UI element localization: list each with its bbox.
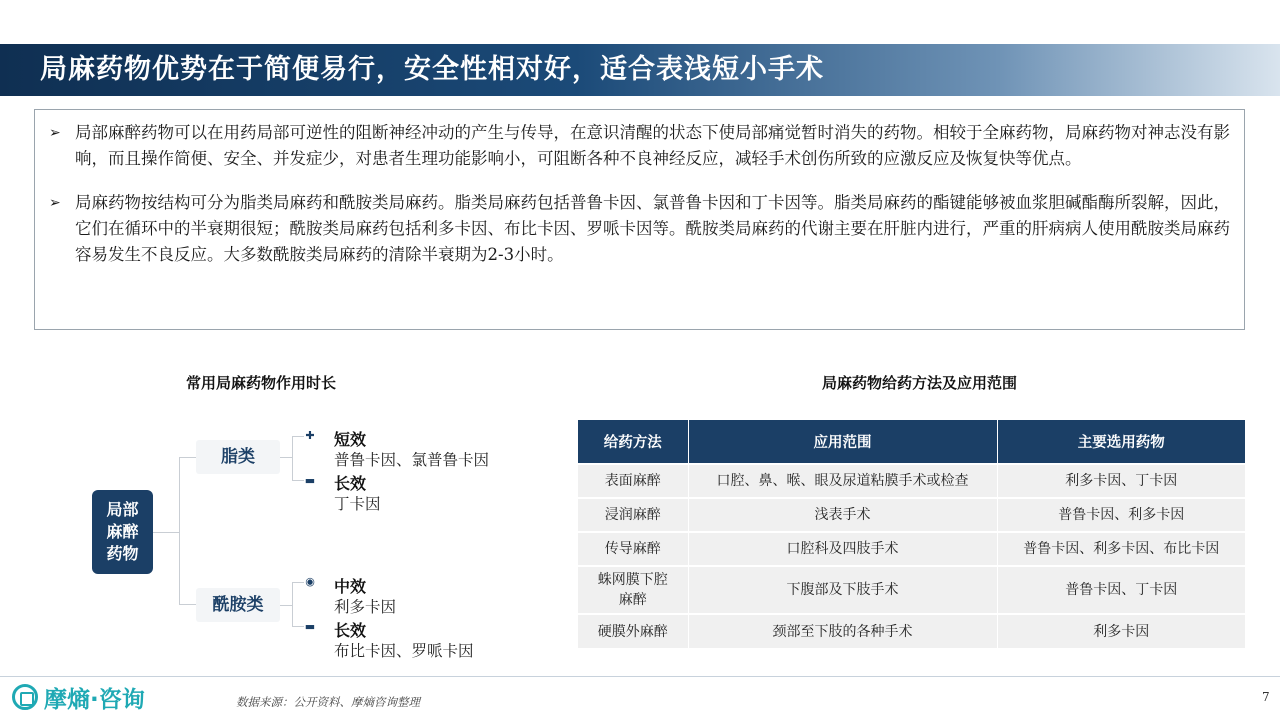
leaf-title: 中效: [334, 577, 367, 596]
box-icon: ▬: [304, 620, 316, 633]
root-node-line: 局部: [106, 500, 139, 519]
table-cell: 利多卡因、丁卡因: [997, 464, 1245, 498]
logo-icon: [12, 684, 38, 710]
arrow-bullet-icon: ➢: [49, 195, 61, 211]
table-header-row: [578, 420, 1245, 464]
table-row: [578, 532, 1245, 566]
page-number: 7: [1262, 690, 1270, 704]
root-node: [92, 490, 153, 574]
table-cell: 口腔科及四肢手术: [688, 532, 997, 566]
box-icon: ▬: [304, 474, 316, 487]
table-row: [578, 614, 1245, 648]
table-cell: 普鲁卡因、利多卡因: [997, 498, 1245, 532]
leaf-desc: 布比卡因、罗哌卡因: [334, 642, 474, 660]
leaf-title: 长效: [334, 474, 367, 493]
logo-text: 摩熵·咨询: [44, 686, 145, 713]
root-node-line: 麻醉: [106, 522, 139, 541]
leaf-title: 短效: [334, 430, 367, 449]
table-header-cell: 主要选用药物: [997, 420, 1245, 464]
branch-ester: 脂类: [196, 440, 280, 474]
table-header-cell: 给药方法: [578, 420, 688, 464]
table-cell: 颈部至下肢的各种手术: [688, 614, 997, 648]
branch-amide: 酰胺类: [196, 588, 280, 622]
administration-table: [578, 420, 1245, 648]
page-title: 局麻药物优势在于简便易行，安全性相对好，适合表浅短小手术: [40, 54, 824, 85]
bullet-text: 局部麻醉药物可以在用药局部可逆性的阻断神经冲动的产生与传导，在意识清醒的状态下使局部痛觉暂时消失的药物。相较于全麻药物，局麻药物对神志没有影响，而且操作简便、安全、并发症少，对患者生理功能影响小，可阻断各种不良神经反应，减轻手术创伤所致的应激反应及恢复快等优点。: [75, 123, 1230, 168]
table-cell: 硬膜外麻醉: [578, 614, 688, 648]
table-header-cell: 应用范围: [688, 420, 997, 464]
tree-connector: [280, 605, 292, 606]
leaf-desc: 利多卡因: [334, 598, 397, 616]
company-logo: [12, 683, 145, 711]
table-cell: 口腔、鼻、喉、眼及尿道粘膜手术或检查: [688, 464, 997, 498]
table-cell: 浸润麻醉: [578, 498, 688, 532]
table-row: [578, 498, 1245, 532]
table-caption: 局麻药物给药方法及应用范围: [822, 374, 1018, 392]
tree-connector: [179, 457, 196, 605]
arrow-bullet-icon: ➢: [49, 125, 61, 141]
table-row: [578, 464, 1245, 498]
source-note: 数据来源：公开资料、摩熵咨询整理: [236, 695, 420, 709]
cross-icon: ✚: [305, 429, 315, 442]
table-cell: 下腹部及下肢手术: [688, 566, 997, 614]
bullet-text: 局麻药物按结构可分为脂类局麻药和酰胺类局麻药。脂类局麻药包括普鲁卡因、氯普鲁卡因和丁卡因等。脂类局麻药的酯键能够被血浆胆碱酯酶所裂解，因此，它们在循环中的半衰期很短；酰胺类局麻药包括利多卡因、布比卡因、罗哌卡因等。酰胺类局麻药的代谢主要在肝脏内进行，严重的肝病病人使用酰胺类局麻药容易发生不良反应。大多数酰胺类局麻药的清除半衰期为2-3小时。: [75, 193, 1230, 264]
table-cell: 利多卡因: [997, 614, 1245, 648]
table-cell: 蛛网膜下腔 麻醉: [578, 566, 688, 614]
bullet-item: [49, 190, 1230, 268]
intro-text-box: [34, 109, 1245, 330]
tree-connector: [280, 457, 292, 458]
table-cell: 传导麻醉: [578, 532, 688, 566]
footer-divider: [0, 676, 1280, 677]
title-banner: [0, 44, 1280, 96]
table-cell: 普鲁卡因、丁卡因: [997, 566, 1245, 614]
table-cell: 浅表手术: [688, 498, 997, 532]
tree-caption: 常用局麻药物作用时长: [186, 374, 337, 392]
table-row: [578, 566, 1245, 614]
table-cell: 普鲁卡因、利多卡因、布比卡因: [997, 532, 1245, 566]
leaf-desc: 丁卡因: [334, 495, 381, 513]
leaf-desc: 普鲁卡因、氯普鲁卡因: [334, 451, 490, 469]
bullet-item: [49, 120, 1230, 172]
location-icon: ◉: [305, 575, 315, 588]
leaf-title: 长效: [334, 621, 367, 640]
root-node-line: 药物: [106, 544, 139, 563]
table-cell: 表面麻醉: [578, 464, 688, 498]
tree-connector: [153, 532, 179, 533]
